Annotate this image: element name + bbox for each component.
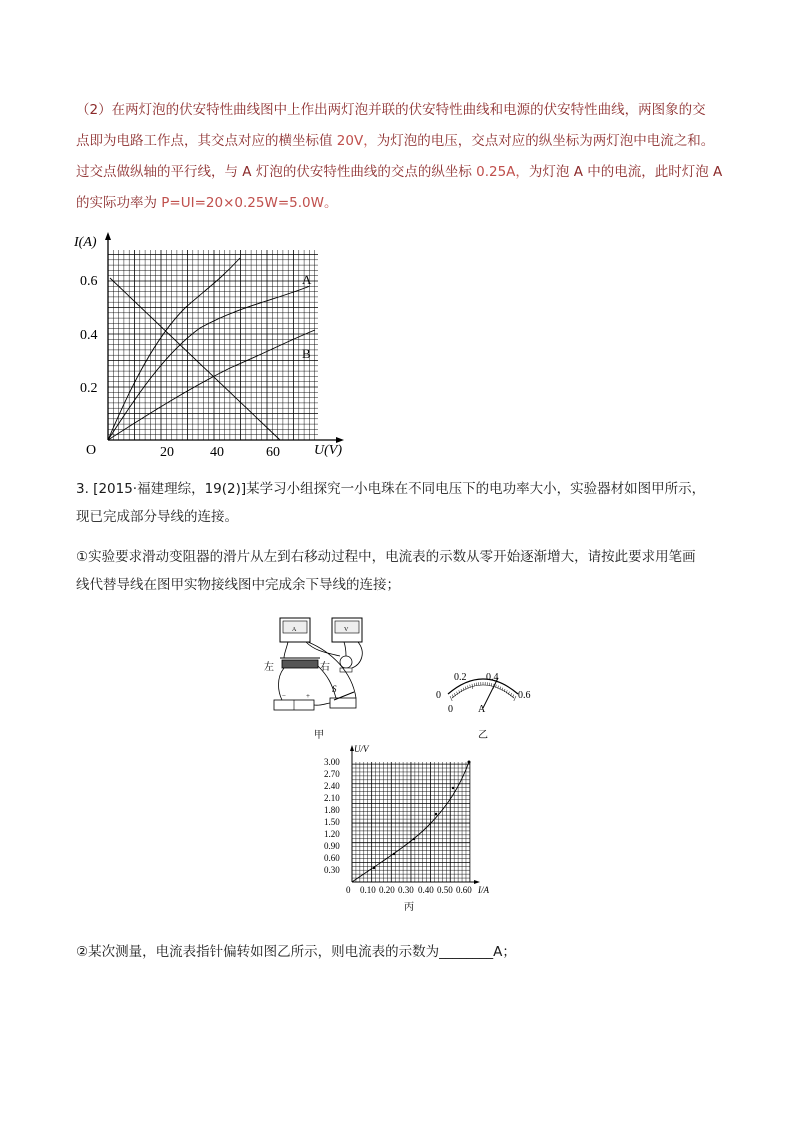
graph1-xtick-20: 20 — [160, 445, 174, 460]
ytick-2.10: 2.10 — [324, 793, 340, 803]
ytick-1.80: 1.80 — [324, 805, 340, 815]
solution-paragraph — [76, 98, 736, 215]
graph1-ytick-0.6: 0.6 — [80, 274, 98, 289]
graph1-ylabel: I(A) — [74, 235, 97, 250]
graph-bing-xlabel: I/A — [478, 885, 489, 895]
dial-arc-inner — [452, 685, 514, 698]
ytick-2.40: 2.40 — [324, 781, 340, 791]
curve-a-label: A — [302, 272, 312, 287]
rheostat-right-label: 右 — [320, 662, 330, 673]
solution-line-1: （2）在两灯泡的伏安特性曲线图中上作出两灯泡并联的伏安特性曲线和电源的伏安特性曲线，两图象的交 — [76, 102, 706, 118]
iv-characteristic-graph — [70, 228, 360, 468]
curve-b — [108, 330, 315, 440]
rheostat — [282, 660, 318, 668]
question3-item1-line-2: 线代替导线在图甲实物接线图中完成余下导线的连接； — [76, 577, 400, 593]
dial-label-0.2: 0.2 — [454, 672, 467, 683]
ytick-3.00: 3.00 — [324, 757, 340, 767]
dial-label-0.6: 0.6 — [518, 690, 531, 701]
xtick-0.50: 0.50 — [437, 885, 453, 895]
question3-line-1: 3. [2015·福建理综，19(2)]某学习小组探究一小电珠在不同电压下的电功率大小，实验器材如图甲所示， — [76, 481, 706, 497]
ammeter-dial-figure — [428, 660, 538, 742]
xtick-0.20: 0.20 — [379, 885, 395, 895]
graph-bing-xtick-labels — [346, 885, 472, 895]
curve-b-label: B — [302, 346, 311, 361]
ytick-2.70: 2.70 — [324, 769, 340, 779]
dial-tick — [514, 696, 516, 701]
graph1-ytick-0.2: 0.2 — [80, 381, 98, 396]
figure-yi-caption: 乙 — [478, 730, 488, 741]
dial-label-0: 0 — [436, 690, 441, 701]
rheostat-left-label: 左 — [264, 662, 274, 673]
current-value: 0.25A， — [471, 164, 529, 180]
curve-a — [108, 286, 310, 440]
xtick-0.40: 0.40 — [418, 885, 434, 895]
switch-label: S — [332, 684, 337, 694]
solution-line-4: 的实际功率为 P=UI=20×0.25W=5.0W。 — [76, 195, 338, 211]
solution-line-2: 点即为电路工作点，其交点对应的横坐标值 20V，为灯泡的电压，交点对应的纵坐标为两灯泡中电流之和。 — [76, 133, 715, 149]
dial-inner-zero: 0 — [448, 704, 453, 715]
svg-text:−: − — [282, 692, 286, 700]
graph-bing-grid — [352, 762, 470, 882]
voltage-value: 20V， — [332, 133, 377, 149]
question3-line-2: 现已完成部分导线的连接。 — [76, 509, 238, 525]
question3-item2: ②某次测量，电流表指针偏转如图乙所示，则电流表的示数为________A； — [76, 944, 516, 960]
xtick-0: 0 — [346, 885, 351, 895]
graph1-grid — [108, 250, 318, 440]
graph1-ytick-0.4: 0.4 — [80, 328, 98, 343]
apparatus-figure — [262, 612, 372, 742]
graph1-xtick-60: 60 — [266, 445, 280, 460]
ammeter-label: A — [292, 627, 297, 633]
figure-jia-caption: 甲 — [314, 730, 324, 741]
graph1-xlabel: U(V) — [314, 443, 342, 458]
ytick-0.90: 0.90 — [324, 841, 340, 851]
ui-graph — [318, 742, 508, 914]
figure-bing-caption: 丙 — [404, 902, 414, 913]
ytick-0.30: 0.30 — [324, 865, 340, 875]
solution-line-3: 过交点做纵轴的平行线，与 A 灯泡的伏安特性曲线的交点的纵坐标 0.25A，为灯泡 A 中的电流，此时灯泡 A — [76, 164, 723, 180]
graph1-y-arrow — [105, 232, 111, 240]
wires — [279, 642, 363, 705]
xtick-0.60: 0.60 — [456, 885, 472, 895]
svg-text:+: + — [306, 692, 310, 700]
switch — [330, 698, 356, 708]
parallel-curve — [108, 258, 240, 440]
ytick-1.20: 1.20 — [324, 829, 340, 839]
dial-tick — [450, 696, 452, 701]
xtick-0.30: 0.30 — [398, 885, 414, 895]
xtick-0.10: 0.10 — [360, 885, 376, 895]
graph-bing-ytick-labels — [324, 757, 340, 875]
graph1-origin: O — [86, 443, 97, 458]
graph-bing-ylabel: U/V — [354, 744, 369, 754]
power-value: P=UI=20×0.25W=5.0W。 — [157, 195, 338, 211]
ytick-1.50: 1.50 — [324, 817, 340, 827]
dial-unit: A — [478, 704, 486, 715]
voltmeter-label: V — [344, 627, 349, 633]
question3-item1-line-1: ①实验要求滑动变阻器的滑片从左到右移动过程中，电流表的示数从零开始逐渐增大，请按此要求用笔画 — [76, 549, 696, 565]
ytick-0.60: 0.60 — [324, 853, 340, 863]
dial-label-0.4: 0.4 — [486, 672, 499, 683]
graph1-xtick-40: 40 — [210, 445, 224, 460]
